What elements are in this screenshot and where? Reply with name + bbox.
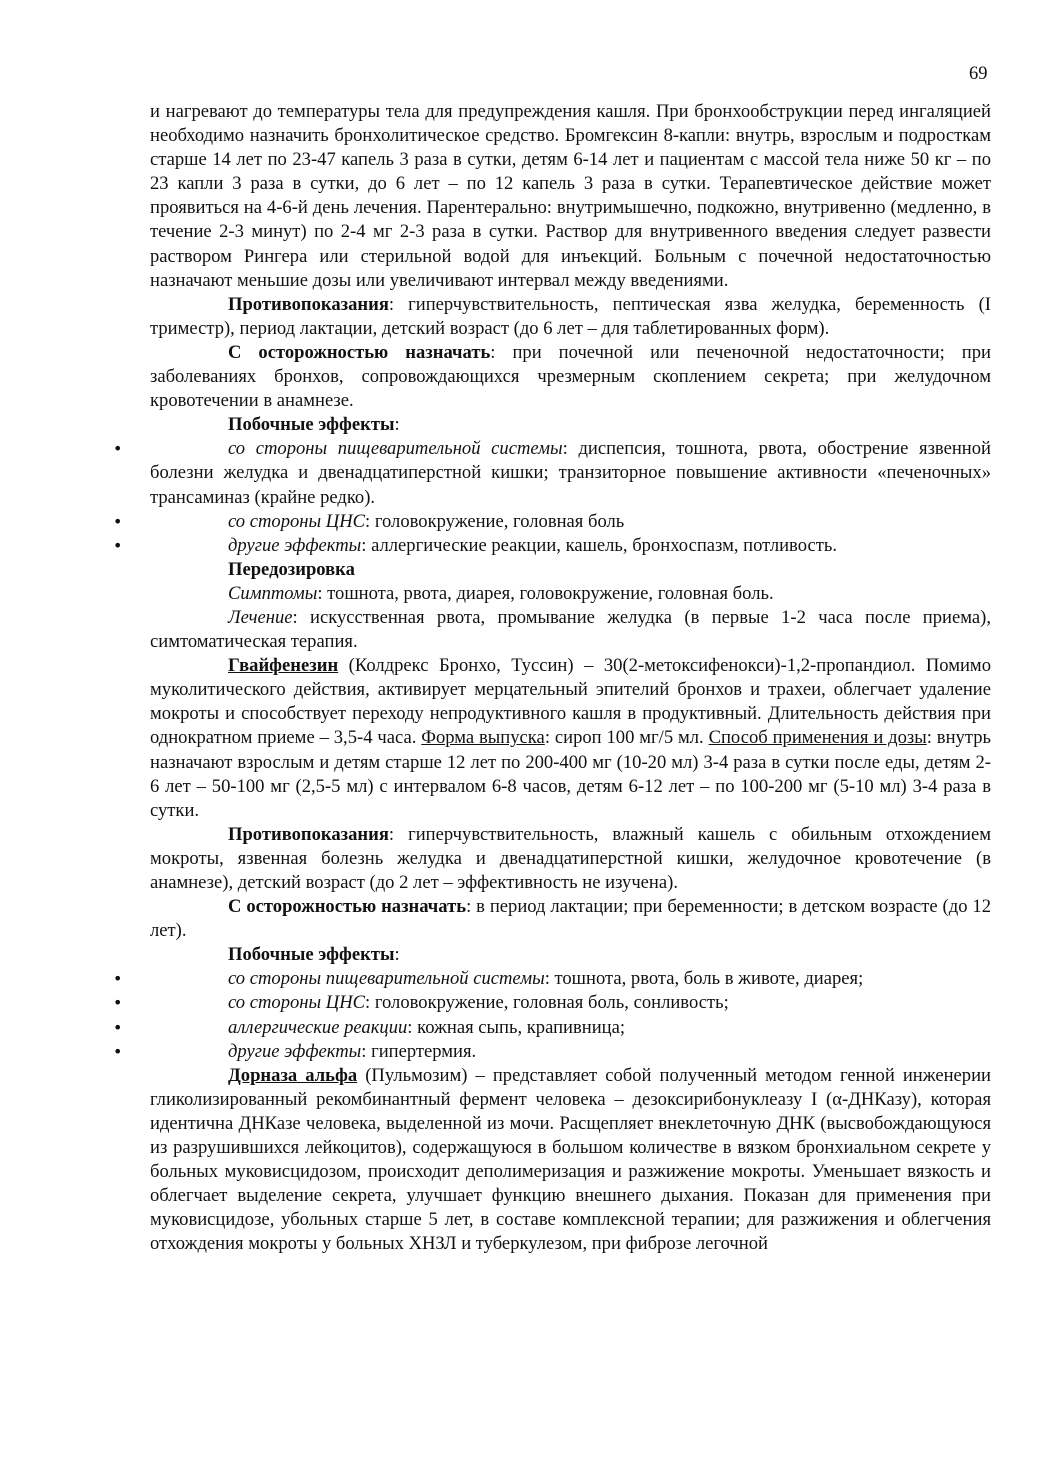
dornase-alfa-description: (Пульмозим) – представляет собой полученный методом генной инженерии гликолизированный рекомбинантный фермент человека – дезоксирибонуклеазу I (α-ДНКазу), которая идентична ДНКазе человека, выделенной из мочи. Расщепляет внеклеточную ДНК (высвобождающуюся из разрушившихся лейкоцитов), содержащуюся в большом количестве в вязком бронхиальном секрете у больных муковисцидозом, происходит деполимеризация и разжижение мокроты. Уменьшает вязкость и облегчает выделение секрета, улучшает функцию внешнего дыхания. Показан для применения при муковисцидозе, убольных старше 5 лет, в составе комплексной терапии; для разжижения и облегчения отхождения мокроты у больных ХНЗЛ и туберкулезом, при фиброзе легочной	[150, 1064, 992, 1255]
paragraph-overdose-treatment	[150, 606, 991, 654]
paragraph-guaifenesin	[150, 654, 991, 823]
treatment-label: Лечение	[228, 606, 293, 628]
paragraph-bromhexine-dosage: и нагревают до температуры тела для предупреждения кашля. При бронхообструкции перед ингаляцией необходимо назначить бронхолитическое средство. Бромгексин 8-капли: внутрь, взрослым и подросткам старше 14 лет по 23-47 капель 3 раза в сутки, детям 6-14 лет и пациентам с массой тела ниже 50 кг – по 23 капли 3 раза в сутки, до 6 лет – по 12 капель 3 раза в сутки. Терапевтическое действие может проявиться на 4-6-й день лечения. Парентерально: внутримышечно, подкожно, внутривенно (медленно, в течение 2-3 минут) по 2-4 мг 2-3 раза в сутки. Раствор для внутривенного введения следует развести раствором Рингера или стерильной водой для инъекций. Больным с почечной недостаточностью назначают меньшие дозы или увеличивают интервал между введениями.	[150, 101, 991, 291]
symptoms-text: : тошнота, рвота, диарея, головокружение, головная боль.	[317, 582, 774, 604]
list-item-text: : головокружение, головная боль	[365, 510, 625, 532]
page-body	[150, 100, 991, 1257]
page-number: 69	[969, 64, 988, 84]
paragraph-contraindications-1	[150, 293, 991, 341]
caution-heading: С осторожностью назначать	[228, 896, 467, 918]
contraindications-text: : гиперчувствительность, пептическая язва желудка, беременность (I триместр), период лактации, детский возраст (до 6 лет – для таблетированных форм).	[150, 293, 991, 339]
list-item-text: : кожная сыпь, крапивница;	[407, 1016, 626, 1038]
caution-text: : в период лактации; при беременности; в детском возрасте (до 12 лет).	[150, 896, 991, 942]
list-item-label: со стороны ЦНС	[228, 992, 366, 1014]
side-effects-colon: :	[394, 414, 400, 436]
list-item	[150, 967, 991, 991]
list-item-text: : аллергические реакции, кашель, бронхоспазм, потливость.	[361, 534, 837, 556]
list-item	[150, 1040, 991, 1064]
paragraph-side-effects-2	[150, 943, 991, 967]
drug-name-dornase-alfa: Дорназа альфа	[228, 1064, 358, 1086]
drug-name-guaifenesin: Гвайфенезин	[228, 655, 339, 677]
list-item	[150, 510, 991, 534]
dosage-text: : внутрь назначают взрослым и детям старше 12 лет по 200-400 мг (10-20 мл) 3-4 раза в сутки после еды, детям 2-6 лет – 50-100 мг (2,5-5 мл) с интервалом 6-8 часов, детям 6-12 лет – по 100-200 мг (5-10 мл) 3-4 раза в сутки.	[150, 727, 991, 821]
side-effects-heading: Побочные эффекты	[228, 944, 395, 966]
paragraph-caution-2	[150, 895, 991, 943]
release-form-label: Форма выпуска	[421, 727, 545, 749]
list-item-text: : гипертермия.	[361, 1040, 477, 1062]
list-item-text: : тошнота, рвота, боль в животе, диарея;	[544, 968, 864, 990]
overdose-heading-text: Передозировка	[228, 558, 355, 580]
list-item	[150, 1016, 991, 1040]
list-item-label: со стороны ЦНС	[228, 510, 366, 532]
list-item	[150, 534, 991, 558]
paragraph-overdose-symptoms	[150, 582, 991, 606]
list-item	[150, 437, 991, 509]
paragraph-side-effects-1	[150, 413, 991, 437]
caution-text: : при почечной или печеночной недостаточности; при заболеваниях бронхов, сопровождающихся чрезмерным скоплением секрета; при желудочном кровотечении в анамнезе.	[150, 341, 991, 412]
list-item-label: аллергические реакции	[228, 1016, 408, 1038]
contraindications-heading: Противопоказания	[228, 823, 389, 845]
paragraph-contraindications-2	[150, 823, 991, 895]
caution-heading: С осторожностью назначать	[228, 341, 491, 363]
list-item-label: со стороны пищеварительной системы	[228, 968, 545, 990]
list-item-label: со стороны пищеварительной системы	[228, 438, 563, 460]
list-item-text: : головокружение, головная боль, сонливость;	[365, 992, 729, 1014]
list-item-text: : диспепсия, тошнота, рвота, обострение язвенной болезни желудка и двенадцатиперстной кишки; транзиторное повышение активности «печеночных» трансаминаз (крайне редко).	[150, 438, 991, 508]
list-item-label: другие эффекты	[228, 534, 362, 556]
contraindications-text: : гиперчувствительность, влажный кашель с обильным отхождением мокроты, язвенная болезнь желудка и двенадцатиперстной кишки, желудочное кровотечение (в анамнезе), детский возраст (до 2 лет – эффективность не изучена).	[150, 823, 991, 893]
guaifenesin-description: (Колдрекс Бронхо, Туссин) – 30(2-метоксифенокси)-1,2-пропандиол. Помимо муколитического действия, активирует мерцательный эпителий бронхов и трахеи, облегчает удаление мокроты и способствует переходу непродуктивного кашля в продуктивный. Длительность действия при однократном приеме – 3,5-4 часа.	[150, 655, 991, 749]
side-effects-colon: :	[394, 944, 400, 966]
list-item	[150, 991, 991, 1015]
list-item-label: другие эффекты	[228, 1040, 362, 1062]
paragraph-dornase-alfa	[150, 1064, 991, 1257]
contraindications-heading: Противопоказания	[228, 293, 389, 315]
treatment-text: : искусственная рвота, промывание желудка (в первые 1-2 часа после приема), симтоматическая терапия.	[150, 606, 991, 653]
paragraph-caution-1	[150, 341, 991, 413]
release-form-text: : сироп 100 мг/5 мл.	[544, 727, 709, 749]
overdose-heading	[150, 558, 991, 582]
dosage-label: Способ применения и дозы	[708, 727, 927, 749]
side-effects-heading: Побочные эффекты	[228, 414, 395, 436]
symptoms-label: Симптомы	[228, 582, 318, 604]
